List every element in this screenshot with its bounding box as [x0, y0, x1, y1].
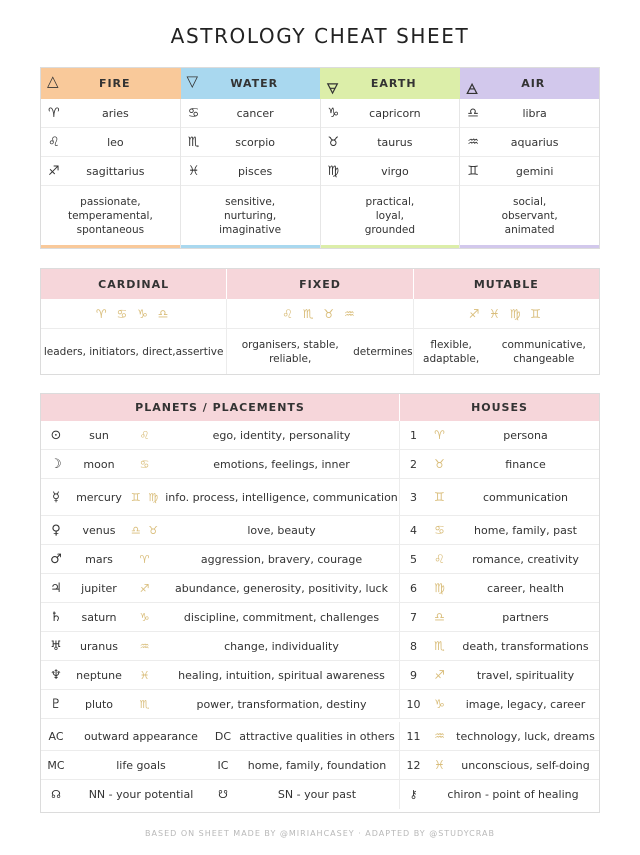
sagittarius-icon: ♐ [48, 163, 60, 179]
ruled-sign-icons: ♑ [139, 610, 152, 624]
fixed-signs-icons: ♌ ♏ ♉ ♒ [226, 299, 412, 328]
fixed-desc [226, 329, 412, 374]
midheaven-label: MC [47, 758, 65, 772]
taurus-icon: ♉ [327, 134, 340, 150]
fire-label: FIRE [98, 77, 131, 90]
house-sign-icon: ♒ [434, 729, 445, 743]
house-sign-icon: ♐ [434, 668, 445, 682]
planet-desc: info. process, intelligence, communication [165, 490, 398, 504]
planet-desc: aggression, bravery, courage [200, 552, 363, 566]
sign-name: leo [107, 135, 124, 149]
desc-line: determines [353, 345, 413, 358]
trait: loyal, [375, 209, 404, 222]
planet-row [41, 690, 599, 719]
house-number: 2 [399, 450, 427, 478]
planet-name: venus [82, 523, 116, 537]
house-number: 1 [399, 421, 427, 449]
aries-icon: ♈ [48, 105, 60, 121]
house-desc: travel, spirituality [476, 668, 575, 682]
ruled-sign-icons: ♎ ♉ [130, 523, 161, 537]
planet-desc: emotions, feelings, inner [213, 457, 350, 471]
elements-header [41, 68, 599, 99]
desc-line: organisers, stable, reliable, [241, 338, 339, 365]
air-header [460, 68, 600, 99]
house-sign-icon: ♎ [434, 610, 445, 624]
sign-name: cancer [236, 106, 274, 120]
house-desc: death, transformations [462, 639, 589, 653]
footer-credit: BASED ON SHEET MADE BY @MIRIAHCASEY · ADAPTED BY @STUDYCRAB [145, 829, 495, 838]
earth-label: EARTH [370, 77, 417, 90]
north-node-desc: NN - your potential [88, 788, 194, 801]
elements-table [40, 67, 600, 249]
mercury-icon: ☿ [52, 489, 60, 505]
sign-row [181, 128, 320, 157]
house-number: 4 [399, 516, 427, 544]
elements-body [41, 99, 599, 248]
house-sign-icon: ♊ [434, 490, 445, 504]
house-number: 3 [399, 479, 427, 515]
capricorn-icon: ♑ [327, 105, 340, 121]
aquarius-icon: ♒ [467, 134, 479, 150]
house-desc: home, family, past [474, 523, 577, 537]
virgo-icon: ♍ [327, 163, 340, 179]
sign-row [181, 99, 320, 128]
sign-row [460, 99, 599, 128]
angle-desc: attractive qualities in others [239, 729, 395, 743]
trait: observant, [501, 209, 558, 222]
fire-column [41, 99, 180, 248]
desc-line: flexible, adaptable, [423, 338, 480, 365]
sign-name: taurus [377, 135, 413, 149]
sign-row [460, 128, 599, 157]
air-column [459, 99, 599, 248]
fixed-label: FIXED [226, 269, 412, 299]
desc-line: assertive [175, 345, 224, 358]
ruled-sign-icons: ♐ [139, 581, 152, 595]
house-sign-icon: ♋ [434, 523, 445, 537]
house-sign-icon: ♌ [434, 552, 445, 566]
mutable-desc [413, 329, 599, 374]
sign-name: scorpio [235, 135, 276, 149]
sign-row [321, 128, 460, 157]
trait: sensitive, [225, 195, 276, 208]
planets-header: PLANETS / PLACEMENTS [135, 401, 305, 414]
gemini-icon: ♊ [467, 163, 479, 179]
planet-desc: power, transformation, destiny [196, 697, 367, 711]
trait: spontaneous [76, 223, 145, 236]
modalities-header [41, 269, 599, 299]
venus-icon: ♀ [51, 522, 61, 538]
planet-row [41, 479, 599, 516]
uranus-icon: ♅ [50, 638, 62, 654]
desc-line: communicative, changeable [501, 338, 586, 365]
trait: nurturing, [223, 209, 277, 222]
fire-header [41, 68, 181, 99]
planet-name: pluto [84, 697, 114, 711]
ruled-sign-icons: ♊ ♍ [130, 490, 161, 504]
house-desc: communication [482, 490, 569, 504]
sign-row [41, 157, 180, 186]
planet-desc: love, beauty [247, 523, 316, 537]
planet-row [41, 632, 599, 661]
planet-desc: abundance, generosity, positivity, luck [175, 581, 388, 595]
leo-icon: ♌ [48, 134, 60, 150]
modalities-descriptions [41, 329, 599, 374]
planet-name: uranus [80, 639, 118, 653]
trait: temperamental, [67, 209, 153, 222]
house-number: 8 [399, 632, 427, 660]
house-desc: technology, luck, dreams [456, 729, 595, 743]
ascendant-label: AC [48, 729, 64, 743]
sign-name: aquarius [510, 135, 559, 149]
trait: passionate, [80, 195, 141, 208]
trait: grounded [364, 223, 416, 236]
jupiter-icon: ♃ [50, 580, 62, 596]
descendant-label: DC [214, 729, 232, 743]
ruled-sign-icons: ♒ [139, 639, 152, 653]
sign-row [181, 157, 320, 186]
libra-icon: ♎ [467, 105, 479, 121]
houses-header: HOUSES [399, 394, 599, 421]
house-sign-icon: ♍ [434, 581, 445, 595]
modalities-table [40, 268, 600, 375]
page-title: ASTROLOGY CHEAT SHEET [170, 24, 470, 48]
sign-name: sagittarius [86, 164, 145, 178]
sign-name: aries [101, 106, 129, 120]
planet-row [41, 450, 599, 479]
sign-name: gemini [515, 164, 554, 178]
sign-name: capricorn [369, 106, 421, 120]
air-triangle-icon: 🜁 [465, 80, 480, 98]
planets-houses-header [41, 394, 599, 421]
desc-line: leaders, initiators, direct, [43, 345, 176, 358]
ruled-sign-icons: ♈ [139, 552, 152, 566]
planet-row [41, 516, 599, 545]
chiron-icon: ⚷ [399, 780, 427, 809]
cancer-icon: ♋ [187, 105, 200, 121]
house-desc: persona [503, 428, 548, 442]
pluto-icon: ♇ [50, 696, 62, 712]
pisces-icon: ♓ [187, 163, 200, 179]
sun-icon: ⊙ [50, 427, 62, 443]
fire-traits [41, 186, 180, 248]
house-number: 11 [399, 722, 427, 750]
node-row [41, 780, 599, 809]
planet-name: sun [89, 428, 109, 442]
earth-triangle-icon: 🜃 [326, 80, 341, 98]
modalities-symbols [41, 299, 599, 329]
planet-desc: healing, intuition, spiritual awareness [178, 668, 385, 682]
house-sign-icon: ♏ [434, 639, 445, 653]
earth-column [320, 99, 460, 248]
house-number: 10 [399, 690, 427, 718]
house-sign-icon: ♓ [434, 758, 445, 772]
air-label: AIR [521, 77, 546, 90]
planet-row [41, 545, 599, 574]
mutable-signs-icons: ♐ ♓ ♍ ♊ [413, 299, 599, 328]
sign-row [321, 99, 460, 128]
planet-row [41, 661, 599, 690]
earth-header [320, 68, 460, 99]
angle-row [41, 751, 599, 780]
mutable-label: MUTABLE [413, 269, 599, 299]
house-number: 12 [399, 751, 427, 779]
house-sign-icon: ♈ [434, 428, 445, 442]
house-number: 7 [399, 603, 427, 631]
planet-name: moon [83, 457, 115, 471]
planet-row [41, 421, 599, 450]
planet-name: mars [85, 552, 113, 566]
planet-name: mercury [76, 490, 122, 504]
planet-desc: discipline, commitment, challenges [183, 610, 380, 624]
imum-coeli-label: IC [217, 758, 229, 772]
sign-row [460, 157, 599, 186]
house-desc: finance [505, 457, 546, 471]
scorpio-icon: ♏ [187, 134, 200, 150]
angle-row [41, 722, 599, 751]
angle-desc: outward appearance [84, 729, 198, 743]
cardinal-label: CARDINAL [98, 277, 170, 291]
house-desc: partners [502, 610, 549, 624]
water-column [180, 99, 320, 248]
air-traits [460, 186, 599, 248]
mars-icon: ♂ [50, 551, 62, 567]
house-number: 6 [399, 574, 427, 602]
moon-icon: ☽ [50, 456, 62, 472]
water-header [181, 68, 321, 99]
north-node-icon: ☊ [51, 788, 61, 801]
house-desc: romance, creativity [472, 552, 579, 566]
ruled-sign-icons: ♓ [139, 668, 152, 682]
house-sign-icon: ♑ [434, 697, 445, 711]
ruled-sign-icons: ♌ [139, 428, 152, 442]
planet-name: saturn [81, 610, 117, 624]
cardinal-signs-icons: ♈ ♋ ♑ ♎ [95, 306, 172, 321]
house-number: 9 [399, 661, 427, 689]
house-desc: unconscious, self-doing [461, 758, 590, 772]
chiron-desc: chiron - point of healing [447, 788, 579, 801]
water-triangle-icon: ▽ [186, 72, 200, 90]
water-traits [181, 186, 320, 248]
ruled-sign-icons: ♏ [139, 697, 152, 711]
house-sign-icon: ♉ [434, 457, 445, 471]
water-label: WATER [230, 77, 279, 90]
planet-row [41, 603, 599, 632]
sign-row [321, 157, 460, 186]
trait: imaginative [219, 223, 282, 236]
planet-name: neptune [76, 668, 122, 682]
angle-desc: life goals [116, 758, 166, 772]
trait: animated [504, 223, 555, 236]
planet-desc: ego, identity, personality [212, 428, 351, 442]
sign-row [41, 128, 180, 157]
sign-name: libra [522, 106, 547, 120]
south-node-desc: SN - your past [277, 788, 357, 801]
planet-name: jupiter [81, 581, 117, 595]
sign-name: pisces [237, 164, 273, 178]
sign-row [41, 99, 180, 128]
sign-name: virgo [381, 164, 409, 178]
angle-desc: home, family, foundation [247, 758, 387, 772]
house-number: 5 [399, 545, 427, 573]
trait: practical, [365, 195, 415, 208]
earth-traits [321, 186, 460, 248]
trait: social, [512, 195, 547, 208]
neptune-icon: ♆ [50, 667, 62, 683]
planet-row [41, 574, 599, 603]
ruled-sign-icons: ♋ [139, 457, 152, 471]
fire-triangle-icon: △ [47, 72, 60, 90]
planets-houses-table [40, 393, 600, 813]
cardinal-desc [41, 329, 226, 374]
planet-desc: change, individuality [224, 639, 339, 653]
south-node-icon: ☋ [218, 788, 228, 801]
house-desc: career, health [487, 581, 564, 595]
saturn-icon: ♄ [50, 609, 62, 625]
house-desc: image, legacy, career [465, 697, 586, 711]
